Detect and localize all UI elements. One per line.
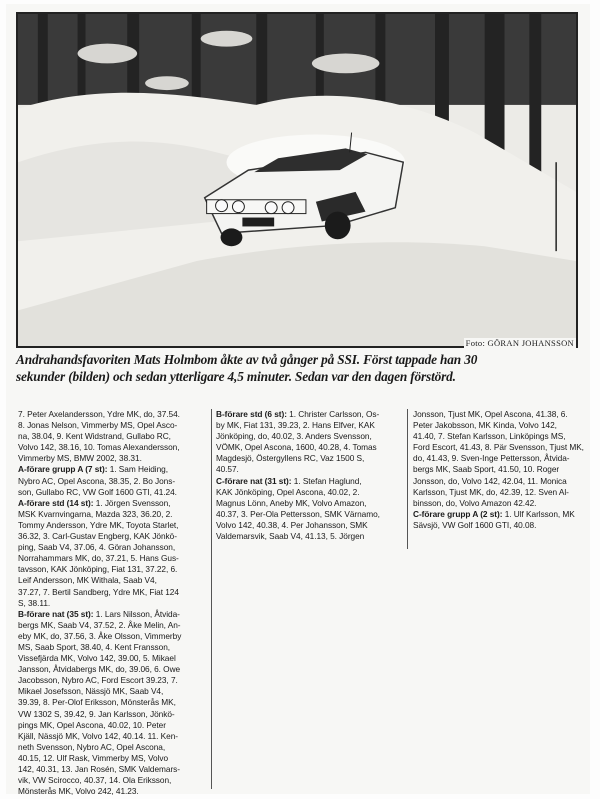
result-text: 1. Lars Nilsson, Åtvida- (93, 608, 180, 619)
result-line (216, 487, 404, 498)
result-line (18, 664, 208, 675)
result-line (18, 697, 208, 708)
column-divider (211, 409, 212, 789)
result-text: 41.40, 7. Stefan Karlsson, Linköpings MS, (413, 431, 566, 442)
result-line (413, 509, 597, 520)
result-line (18, 675, 208, 686)
result-text: 36.32, 3. Carl-Gustav Engberg, KAK Jönkö- (18, 531, 177, 542)
result-line (216, 431, 404, 442)
result-line (18, 742, 208, 753)
result-text: Kjäll, Nässjö MK, Volvo 142, 40.14. 11. Ken- (18, 730, 178, 741)
result-text: MSK Kvarnvingarna, Mazda 323, 36.20, 2. (18, 508, 173, 519)
result-text: vik, VW Scirocco, 40.37, 14. Ola Eriksson, (18, 775, 172, 786)
result-text: na, 38.04, 9. Kent Widstrand, Gullabo RC, (18, 431, 171, 442)
class-heading: C-förare grupp A (2 st): (413, 508, 503, 519)
result-text: 8. Jonas Nelson, Vimmerby MS, Opel Asco- (18, 420, 178, 431)
result-text: bergs MK, Saab V4, 37.52, 2. Åke Melin, An- (18, 619, 181, 630)
photo-caption (16, 351, 582, 385)
photo-credit: Foto: GÖRAN JOHANSSON (465, 338, 574, 348)
result-text: Peter Jakobsson, MK Kinda, Volvo 142, (413, 420, 557, 431)
result-line (18, 709, 208, 720)
result-line (413, 420, 597, 431)
result-text: Norrahammars MK, do, 37.21, 5. Hans Gus- (18, 553, 179, 564)
results-column-2 (216, 409, 404, 542)
column-divider (407, 409, 408, 549)
result-line (18, 598, 208, 609)
result-text: 7. Peter Axelandersson, Ydre MK, do, 37.54. (18, 409, 180, 419)
newspaper-clipping (6, 4, 590, 797)
result-text: neth Svensson, Nybro AC, Opel Ascona, (18, 741, 166, 752)
result-text: 1. Ulf Karlsson, MK (502, 508, 575, 519)
result-text: do, 41.43, 9. Sven-Inge Pettersson, Åtvida- (413, 453, 570, 464)
result-line (18, 631, 208, 642)
result-text: Karlsson, Tjust MK, do, 42.39, 12. Sven Al- (413, 486, 569, 497)
result-text: tavsson, KAK Jönköping, Fiat 131, 37.22, 6. (18, 564, 178, 575)
result-line (413, 498, 597, 509)
result-line (216, 464, 404, 475)
result-line (18, 753, 208, 764)
result-line (216, 498, 404, 509)
result-line (18, 553, 208, 564)
class-heading: A-förare std (14 st): (18, 497, 94, 508)
result-line (216, 520, 404, 531)
result-text: Magdesjö, Östergyllens RC, Vaz 1500 S, (216, 453, 365, 464)
result-line (18, 409, 208, 420)
results-column-1 (18, 409, 208, 797)
result-text: Nybro AC, Opel Ascona, 38.35, 2. Bo Jons- (18, 475, 176, 486)
result-text: MS, Saab Sport, 38.40, 4. Kent Fransson, (18, 641, 171, 652)
result-line (413, 453, 597, 464)
result-line (18, 509, 208, 520)
result-line (18, 609, 208, 620)
result-text: Jonsson, do, Volvo 142, 42.04, 11. Monica (413, 475, 567, 486)
result-line (18, 420, 208, 431)
result-text: by MK, Fiat 131, 39.23, 2. Hans Elfver, KAK (216, 420, 375, 431)
result-text: Volvo 142, 38.16, 10. Tomas Alexandersson, (18, 442, 180, 453)
result-line (216, 420, 404, 431)
result-line (18, 531, 208, 542)
result-text: 142, 40.31, 13. Jan Rosén, SMK Valdemars- (18, 764, 180, 774)
result-line (216, 442, 404, 453)
rally-photo (16, 12, 578, 348)
result-line (18, 498, 208, 509)
result-text: Jansson, Åtvidabergs MK, do, 39.06, 6. Owe (18, 664, 181, 675)
result-text: 1. Sam Heiding, (107, 464, 168, 475)
rally-car-in-snow-image (18, 14, 576, 346)
result-line (413, 520, 597, 531)
result-line (18, 620, 208, 631)
result-line (18, 642, 208, 653)
result-text: Vissefjärda MK, Volvo 142, 39.00, 5. Mikael (18, 653, 176, 664)
result-text: Vimmerby MS, BMW 2002, 38.31. (18, 453, 142, 464)
result-text: 40.15, 12. Ulf Rask, Vimmerby MS, Volvo (18, 752, 169, 763)
result-line (18, 453, 208, 464)
result-line (413, 487, 597, 498)
result-text: Valdemarsvik, Saab V4, 41.13, 5. Jörgen (216, 531, 365, 542)
result-line (18, 487, 208, 498)
class-heading: B-förare nat (35 st): (18, 608, 94, 619)
result-line (413, 464, 597, 475)
class-heading: B-förare std (6 st): (216, 409, 287, 419)
result-text: KAK Jönköping, Opel Ascona, 40.02, 2. (216, 486, 360, 497)
result-text: Volvo 142, 40.38, 4. Per Johansson, SMK (216, 519, 368, 530)
result-text: 40.57. (216, 464, 239, 475)
result-text: Jonsson, Tjust MK, Opel Ascona, 41.38, 6. (413, 409, 568, 419)
result-text: pings MK, Opel Ascona, 40.02, 10. Peter (18, 719, 166, 730)
result-line (413, 442, 597, 453)
result-line (18, 720, 208, 731)
result-text: son, Gullabo RC, VW Golf 1600 GTI, 41.24. (18, 486, 177, 497)
result-line (18, 520, 208, 531)
result-line (18, 564, 208, 575)
result-text: Sävsjö, VW Golf 1600 GTI, 40.08. (413, 519, 537, 530)
result-line (18, 575, 208, 586)
result-text: eby MK, do, 37.56, 3. Åke Olsson, Vimmerby (18, 630, 182, 641)
result-text: Mikael Josefsson, Nässjö MK, Saab V4, (18, 686, 164, 697)
result-text: VW 1302 S, 39.42, 9. Jan Karlsson, Jönkö- (18, 708, 175, 719)
result-text: 1. Christer Carlsson, Os- (286, 409, 380, 419)
caption-line: sekunder (bilden) och sedan ytterligare 4,5 minuter. Sedan var den dagen förstörd. (16, 369, 456, 384)
result-text: Magnus Lönn, Aneby MK, Volvo Amazon, (216, 497, 367, 508)
result-text: Tommy Andersson, Ydre MK, Toyota Starlet, (18, 519, 179, 530)
result-line (413, 409, 597, 420)
result-line (18, 786, 208, 797)
result-text: S, 38.11. (18, 597, 51, 608)
result-text: Leif Andersson, MK Withala, Saab V4, (18, 575, 157, 586)
result-line (216, 476, 404, 487)
result-line (18, 775, 208, 786)
result-line (413, 476, 597, 487)
result-text: binsson, do, Volvo Amazon 42.42. (413, 497, 537, 508)
result-line (18, 542, 208, 553)
result-text: bergs MK, Saab Sport, 41.50, 10. Roger (413, 464, 560, 475)
caption-line: Andrahandsfavoriten Mats Holmbom åkte av två gånger på SSI. Först tappade han 30 (16, 352, 478, 367)
result-text: Ford Escort, 41.43, 8. Pär Svensson, Tjust MK, (413, 442, 584, 453)
result-text: Jacobsson, Nybro AC, Ford Escort 39.23, 7. (18, 675, 178, 686)
result-line (18, 476, 208, 487)
result-text: Jönköping, do, 40.02, 3. Anders Svensson, (216, 431, 372, 442)
result-text: 1. Jörgen Svensson, (93, 497, 171, 508)
result-line (18, 686, 208, 697)
result-text: Mönsterås MK, Volvo 242, 41.23. (18, 786, 139, 797)
result-line (18, 764, 208, 775)
result-text: 1. Stefan Haglund, (291, 475, 362, 486)
result-line (18, 587, 208, 598)
result-text: 37.27, 7. Bertil Sandberg, Ydre MK, Fiat 124 (18, 586, 179, 597)
result-text: 40.37, 3. Per-Ola Pettersson, SMK Värnamo, (216, 508, 380, 519)
result-line (18, 442, 208, 453)
class-heading: A-förare grupp A (7 st): (18, 464, 108, 475)
results-column-3 (413, 409, 597, 531)
result-line (216, 453, 404, 464)
result-text: 39.39, 8. Per-Olof Eriksson, Mönsterås MK, (18, 697, 176, 708)
class-heading: C-förare nat (31 st): (216, 475, 292, 486)
result-text: ping, Saab V4, 37.06, 4. Göran Johansson, (18, 542, 176, 553)
result-line (413, 431, 597, 442)
result-line (18, 431, 208, 442)
result-line (216, 509, 404, 520)
result-line (18, 653, 208, 664)
result-line (18, 464, 208, 475)
result-text: VÖMK, Opel Ascona, 1600, 40.28, 4. Tomas (216, 442, 377, 453)
result-line (18, 731, 208, 742)
result-line (216, 531, 404, 542)
result-line (216, 409, 404, 420)
